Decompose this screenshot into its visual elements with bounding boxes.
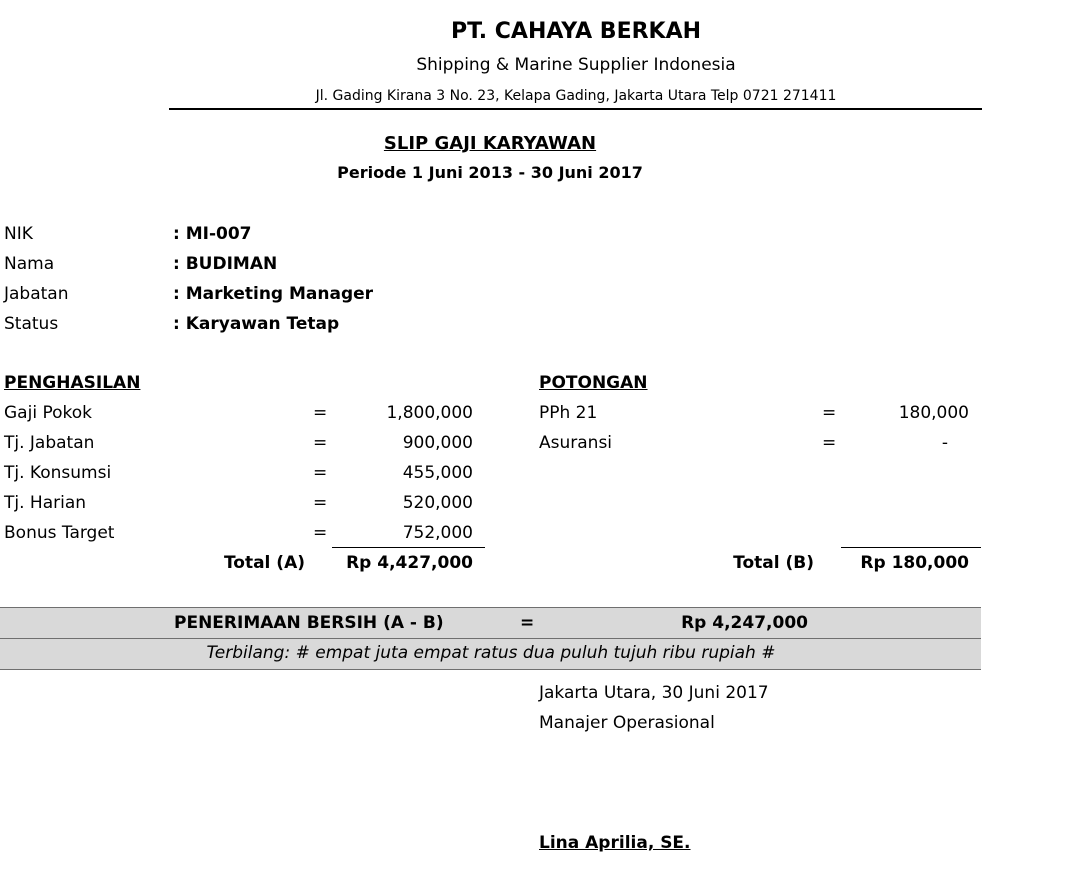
- net-pay-in-words: Terbilang: # empat juta empat ratus dua puluh tujuh ribu rupiah #: [206, 643, 776, 663]
- net-pay-value: Rp 4,247,000: [681, 613, 808, 633]
- income-total-label: Total (A): [223, 553, 305, 573]
- deduction-sum-line: [841, 547, 981, 548]
- status-label: Status: [4, 314, 59, 334]
- income-item-eq: =: [313, 523, 328, 543]
- income-item-eq: =: [313, 403, 328, 423]
- income-item-label: Bonus Target: [4, 523, 115, 543]
- deduction-item-amount: -: [941, 433, 948, 453]
- position-value: : Marketing Manager: [173, 284, 374, 304]
- deduction-item-label: PPh 21: [539, 403, 598, 423]
- net-pay-label: PENERIMAAN BERSIH (A - B): [174, 613, 444, 633]
- slip-title: SLIP GAJI KARYAWAN: [383, 133, 597, 154]
- signature-place-date: Jakarta Utara, 30 Juni 2017: [539, 683, 769, 703]
- signatory-name: Lina Aprilia, SE.: [539, 833, 691, 853]
- income-item-label: Tj. Konsumsi: [4, 463, 112, 483]
- deduction-total-value: Rp 180,000: [860, 553, 969, 573]
- income-item-label: Tj. Harian: [4, 493, 87, 513]
- status-value: : Karyawan Tetap: [173, 314, 340, 334]
- income-item-label: Tj. Jabatan: [4, 433, 95, 453]
- deduction-item-eq: =: [822, 403, 837, 423]
- income-item-eq: =: [313, 433, 328, 453]
- deduction-item-label: Asuransi: [539, 433, 613, 453]
- company-address: Jl. Gading Kirana 3 No. 23, Kelapa Gading, Jakarta Utara Telp 0721 271411: [315, 88, 837, 104]
- signature-position: Manajer Operasional: [539, 713, 715, 733]
- income-item-amount: 900,000: [402, 433, 473, 453]
- name-value: : BUDIMAN: [173, 254, 278, 274]
- deduction-item-eq: =: [822, 433, 837, 453]
- slip-period: Periode 1 Juni 2013 - 30 Juni 2017: [337, 163, 643, 182]
- income-item-label: Gaji Pokok: [4, 403, 92, 423]
- income-item-eq: =: [313, 463, 328, 483]
- deduction-total-label: Total (B): [733, 553, 814, 573]
- net-pay-band: [0, 607, 981, 639]
- income-item-amount: 752,000: [402, 523, 473, 543]
- income-sum-line: [332, 547, 485, 548]
- position-label: Jabatan: [4, 284, 69, 304]
- deduction-item-amount: 180,000: [898, 403, 969, 423]
- deduction-heading: POTONGAN: [539, 373, 648, 393]
- income-item-amount: 1,800,000: [386, 403, 473, 423]
- header-divider: [169, 108, 982, 110]
- income-item-eq: =: [313, 493, 328, 513]
- net-pay-eq: =: [520, 613, 535, 633]
- company-name: PT. CAHAYA BERKAH: [450, 19, 702, 44]
- income-total-value: Rp 4,427,000: [346, 553, 473, 573]
- nik-label: NIK: [4, 224, 33, 244]
- income-heading: PENGHASILAN: [4, 373, 141, 393]
- income-item-amount: 520,000: [402, 493, 473, 513]
- name-label: Nama: [4, 254, 55, 274]
- nik-value: : MI-007: [173, 224, 252, 244]
- income-item-amount: 455,000: [402, 463, 473, 483]
- company-tagline: Shipping & Marine Supplier Indonesia: [416, 55, 736, 75]
